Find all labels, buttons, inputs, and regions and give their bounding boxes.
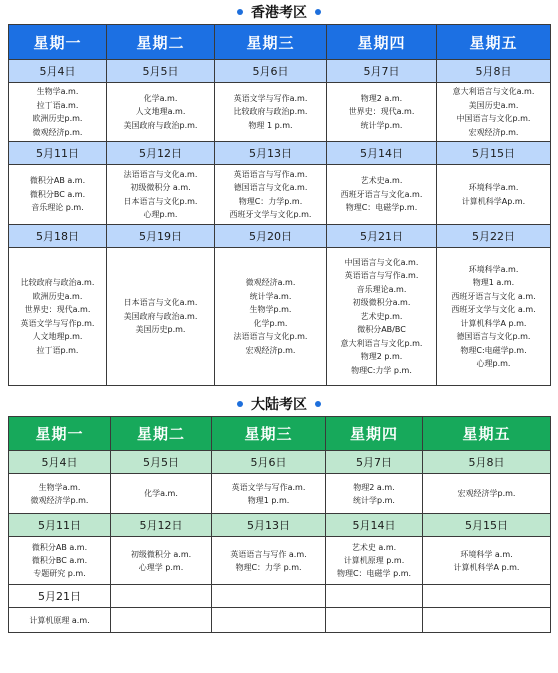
exam-entry: 西班牙文学与文化 a.m.: [451, 305, 536, 314]
date-cell: 5月6日: [212, 451, 326, 474]
date-cell: 5月22日: [437, 225, 551, 248]
date-cell: 5月15日: [437, 142, 551, 165]
exam-cell: [9, 537, 111, 585]
weekday-header: 星期三: [212, 417, 326, 451]
date-cell: 5月4日: [9, 451, 111, 474]
exam-entry: 比较政府与政治p.m.: [233, 107, 308, 117]
exam-entry: 统计学p.m.: [353, 495, 395, 505]
weekday-header-row: [9, 25, 551, 60]
exam-entry: 日本语言与文化a.m.: [123, 298, 198, 308]
date-row: [9, 225, 551, 248]
mainland-section-title: [0, 392, 558, 416]
date-cell: [212, 585, 326, 608]
exam-cell: [215, 165, 327, 225]
mainland-table-body: [9, 451, 551, 633]
exam-entry: 计算机原理 p.m.: [343, 556, 405, 565]
exam-cell: [437, 248, 551, 386]
hongkong-title-text: 香港考区: [251, 5, 307, 21]
exam-entry: 艺术史p.m.: [360, 311, 403, 321]
exam-cell: [326, 474, 423, 514]
exam-entry: 物理C：电磁学 p.m.: [336, 569, 412, 578]
weekday-header: 星期二: [107, 25, 215, 60]
exam-entry: 世界史：现代a.m.: [24, 305, 91, 314]
exam-entry: 环境科学a.m.: [468, 183, 519, 192]
exam-entry: 初级微积分 a.m.: [130, 549, 192, 559]
exam-entry: 美国政府与政治a.m.: [123, 311, 198, 321]
exam-entry: 美国政府与政治p.m.: [123, 120, 198, 130]
date-row: [9, 142, 551, 165]
weekday-header: 星期二: [111, 417, 212, 451]
exam-entry: 微积分AB a.m.: [31, 543, 88, 552]
date-cell: 5月7日: [327, 60, 437, 83]
exam-cell: [107, 83, 215, 142]
hongkong-section-title: [0, 0, 558, 24]
date-cell: 5月20日: [215, 225, 327, 248]
exam-cell: [423, 608, 551, 633]
hongkong-schedule-table: [8, 24, 551, 386]
exam-cell: [212, 537, 326, 585]
exam-entry: 物理C:力学 p.m.: [351, 365, 412, 375]
date-cell: 5月14日: [327, 142, 437, 165]
exam-entry: 拉丁语p.m.: [36, 345, 79, 355]
exam-entry: 音乐理论a.m.: [356, 284, 407, 294]
exam-cell: [212, 608, 326, 633]
date-row: [9, 451, 551, 474]
date-cell: [423, 585, 551, 608]
date-cell: 5月5日: [107, 60, 215, 83]
exam-entry: 物理 1 p.m.: [248, 120, 293, 130]
exam-entry: 美国历史a.m.: [468, 100, 519, 110]
exam-entry: 生物学a.m.: [38, 482, 81, 492]
exam-entry: 意大利语言与文化p.m.: [340, 338, 423, 348]
exam-entry: 物理2 a.m.: [360, 93, 403, 103]
exam-entry: 计算机科学A p.m.: [453, 562, 520, 572]
exam-row: [9, 248, 551, 386]
exam-entry: 法语语言与文化a.m.: [123, 169, 198, 179]
exam-entry: 计算机科学Ap.m.: [461, 196, 526, 206]
exam-entry: 统计学a.m.: [249, 291, 292, 301]
mainland-title-text: 大陆考区: [251, 397, 307, 413]
date-cell: [111, 585, 212, 608]
exam-entry: 物理2 a.m.: [353, 482, 395, 492]
exam-entry: 宏观经济p.m.: [245, 345, 296, 355]
exam-entry: 艺术史 a.m.: [351, 543, 397, 552]
exam-entry: 宏观经济p.m.: [468, 127, 519, 137]
dot-icon: [315, 9, 321, 15]
date-cell: 5月13日: [215, 142, 327, 165]
exam-entry: 微积分BC a.m.: [31, 556, 88, 565]
exam-row: [9, 537, 551, 585]
exam-entry: 德国语言与文化a.m.: [233, 183, 308, 192]
exam-entry: 化学a.m.: [143, 93, 178, 103]
exam-entry: 生物学a.m.: [36, 87, 79, 96]
exam-cell: [9, 248, 107, 386]
exam-cell: [437, 83, 551, 142]
exam-cell: [212, 474, 326, 514]
weekday-header-row: [9, 417, 551, 451]
exam-cell: [9, 608, 111, 633]
exam-row: [9, 83, 551, 142]
date-cell: 5月5日: [111, 451, 212, 474]
exam-entry: 专题研究 p.m.: [33, 569, 86, 578]
exam-cell: [327, 248, 437, 386]
exam-entry: 统计学p.m.: [360, 120, 403, 130]
exam-entry: 物理2 p.m.: [360, 352, 403, 362]
exam-entry: 世界史：现代a.m.: [348, 107, 415, 117]
exam-cell: [111, 537, 212, 585]
exam-entry: 物理C：力学p.m.: [238, 196, 303, 206]
exam-entry: 英语语言与写作a.m.: [233, 169, 308, 179]
dot-icon: [237, 401, 243, 407]
exam-cell: [326, 608, 423, 633]
exam-entry: 宏观经济学p.m.: [457, 489, 516, 498]
exam-entry: 微积分BC a.m.: [29, 189, 86, 199]
date-cell: 5月12日: [107, 142, 215, 165]
exam-entry: 日本语言与文化p.m.: [123, 196, 198, 206]
exam-cell: [9, 165, 107, 225]
exam-entry: 艺术史a.m.: [360, 176, 403, 186]
exam-entry: 环境科学 a.m.: [460, 549, 513, 559]
exam-entry: 英语文学与写作a.m.: [233, 93, 308, 103]
dot-icon: [315, 401, 321, 407]
exam-entry: 心理p.m.: [143, 210, 178, 219]
exam-entry: 英语语言与写作 a.m.: [230, 549, 307, 559]
exam-entry: 物理1 a.m.: [472, 278, 515, 287]
exam-entry: 化学a.m.: [144, 489, 178, 498]
exam-cell: [107, 248, 215, 386]
exam-entry: 欧洲历史p.m.: [32, 114, 83, 123]
hongkong-table-body: [9, 60, 551, 386]
exam-entry: 环境科学a.m.: [468, 264, 519, 274]
date-cell: 5月15日: [423, 514, 551, 537]
exam-entry: 法语语言与文化p.m.: [233, 332, 308, 341]
exam-entry: 化学p.m.: [253, 318, 288, 328]
date-cell: 5月11日: [9, 514, 111, 537]
exam-entry: 计算机原理 a.m.: [29, 615, 90, 625]
exam-cell: [215, 248, 327, 386]
exam-cell: [215, 83, 327, 142]
date-cell: 5月7日: [326, 451, 423, 474]
exam-entry: 物理C:电磁学p.m.: [460, 345, 527, 355]
date-cell: 5月8日: [423, 451, 551, 474]
date-cell: [326, 585, 423, 608]
date-cell: 5月6日: [215, 60, 327, 83]
exam-entry: 生物学p.m.: [249, 305, 292, 314]
exam-entry: 微观经济a.m.: [245, 278, 296, 287]
exam-cell: [327, 83, 437, 142]
weekday-header: 星期一: [9, 25, 107, 60]
exam-entry: 微积分AB/BC: [357, 325, 406, 335]
exam-entry: 微观经济学p.m.: [30, 495, 89, 505]
exam-entry: 微观经济p.m.: [32, 127, 83, 137]
date-cell: 5月21日: [9, 585, 111, 608]
exam-cell: [327, 165, 437, 225]
exam-cell: [437, 165, 551, 225]
exam-cell: [111, 608, 212, 633]
weekday-header: 星期三: [215, 25, 327, 60]
exam-entry: 拉丁语a.m.: [36, 100, 79, 110]
date-cell: 5月21日: [327, 225, 437, 248]
date-cell: 5月13日: [212, 514, 326, 537]
exam-entry: 人文地理a.m.: [135, 107, 186, 117]
exam-entry: 比较政府与政治a.m.: [20, 278, 95, 287]
exam-entry: 音乐理论 p.m.: [31, 203, 84, 213]
exam-entry: 意大利语言与文化a.m.: [452, 87, 535, 96]
date-row: [9, 585, 551, 608]
exam-entry: 德国语言与文化p.m.: [456, 332, 531, 341]
exam-entry: 物理C：力学 p.m.: [235, 562, 302, 572]
dot-icon: [237, 9, 243, 15]
exam-cell: [326, 537, 423, 585]
exam-entry: 计算机科学A p.m.: [460, 318, 527, 328]
exam-entry: 美国历史p.m.: [135, 325, 186, 335]
date-cell: 5月14日: [326, 514, 423, 537]
date-row: [9, 60, 551, 83]
exam-entry: 初级微积分a.m.: [352, 298, 411, 308]
exam-entry: 西班牙文学与文化p.m.: [229, 210, 312, 219]
date-cell: 5月12日: [111, 514, 212, 537]
exam-entry: 中国语言与文化p.m.: [456, 114, 531, 123]
exam-cell: [423, 474, 551, 514]
exam-cell: [9, 474, 111, 514]
date-row: [9, 514, 551, 537]
exam-entry: 人文地理p.m.: [32, 332, 83, 341]
exam-entry: 英语文学与写作a.m.: [231, 482, 306, 492]
exam-entry: 物理1 p.m.: [247, 495, 290, 505]
exam-entry: 英语语言与写作a.m.: [344, 271, 419, 281]
exam-cell: [9, 83, 107, 142]
exam-row: [9, 165, 551, 225]
exam-cell: [423, 537, 551, 585]
date-cell: 5月18日: [9, 225, 107, 248]
weekday-header: 星期五: [423, 417, 551, 451]
weekday-header: 星期五: [437, 25, 551, 60]
weekday-header: 星期四: [327, 25, 437, 60]
date-cell: 5月4日: [9, 60, 107, 83]
exam-row: [9, 474, 551, 514]
exam-entry: 心理学 p.m.: [138, 562, 184, 572]
exam-entry: 心理p.m.: [476, 359, 511, 368]
weekday-header: 星期一: [9, 417, 111, 451]
exam-entry: 西班牙语言与文化 a.m.: [451, 291, 536, 301]
exam-row: [9, 608, 551, 633]
exam-entry: 中国语言与文化a.m.: [344, 257, 419, 267]
exam-cell: [111, 474, 212, 514]
exam-entry: 微积分AB a.m.: [29, 176, 86, 186]
exam-entry: 英语文学与写作p.m.: [20, 318, 95, 328]
date-cell: 5月11日: [9, 142, 107, 165]
mainland-schedule-table: [8, 416, 551, 633]
date-cell: 5月8日: [437, 60, 551, 83]
exam-entry: 初级微积分 a.m.: [130, 183, 191, 192]
weekday-header: 星期四: [326, 417, 423, 451]
exam-cell: [107, 165, 215, 225]
date-cell: 5月19日: [107, 225, 215, 248]
exam-entry: 物理C：电磁学p.m.: [345, 203, 418, 213]
exam-entry: 欧洲历史a.m.: [32, 291, 83, 301]
exam-entry: 西班牙语言与文化a.m.: [340, 189, 423, 199]
